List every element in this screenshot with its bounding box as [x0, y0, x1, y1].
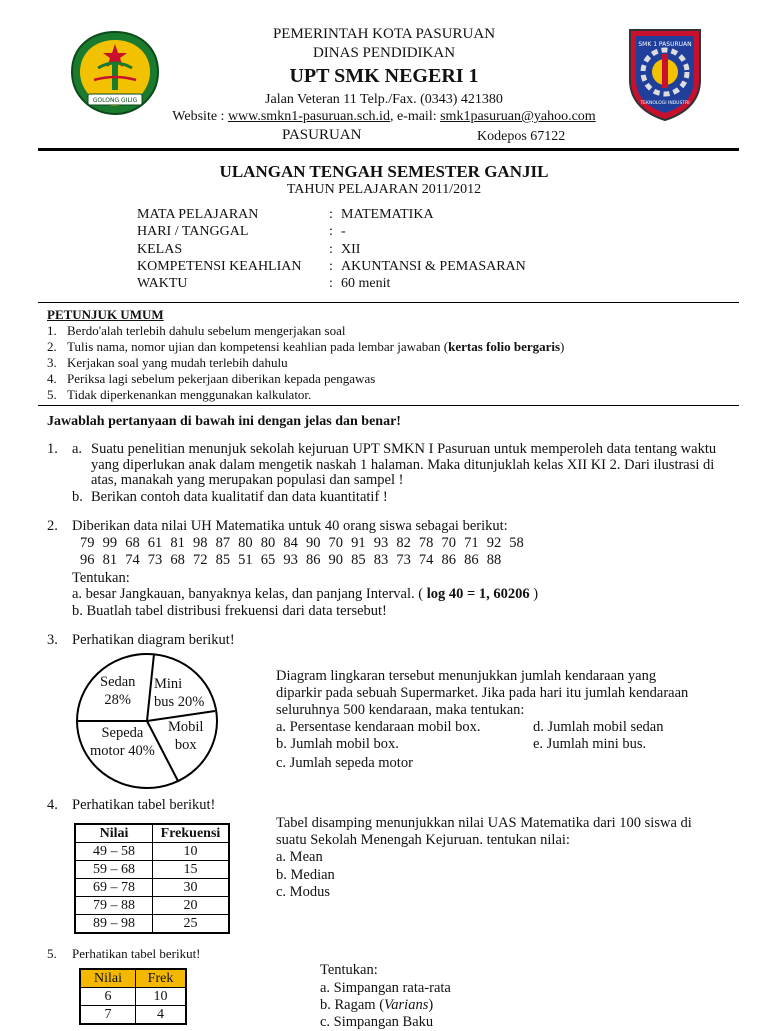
q4-desc-line1: Tabel disamping menunjukkan nilai UAS Matematika dari 100 siswa di — [276, 815, 692, 831]
info-key: WAKTU — [137, 276, 188, 291]
info-value: MATEMATIKA — [341, 207, 434, 222]
info-value: 60 menit — [341, 276, 391, 291]
q1-b-text: Berikan contoh data kualitatif dan data kuantitatif ! — [91, 489, 388, 505]
q3-desc-line2: diparkir pada sebuah Supermarket. Jika pada hari itu jumlah kendaraan — [276, 685, 689, 701]
data-value: 68 — [125, 535, 140, 551]
q5-intro: Perhatikan tabel berikut! — [72, 946, 201, 961]
info-row: MATA PELAJARAN : MATEMATIKA — [137, 207, 434, 222]
data-value: 90 — [305, 535, 321, 551]
q1-a-line1: Suatu penelitian menunjuk sekolah kejuruan UPT SMKN I Pasuruan untuk memperoleh data tentang waktu — [91, 441, 717, 457]
q1-a-line2: yang diperlukan anak dalam mengetik naskah 1 halaman. Maka ditunjuklah kelas XII KI 2. Dari ilustrasi di — [91, 457, 715, 473]
q3-option-b: b. Jumlah mobil box. — [276, 736, 399, 752]
data-value: 73 — [147, 552, 163, 568]
directive: Jawablah pertanyaan di bawah ini dengan jelas dan benar! — [47, 414, 401, 429]
q3-option-d: d. Jumlah mobil sedan — [533, 719, 664, 735]
website-link[interactable]: www.smkn1-pasuruan.sch.id — [227, 109, 390, 124]
school-contacts — [0, 109, 768, 125]
data-value: 82 — [396, 535, 411, 551]
q5-table — [79, 968, 187, 1025]
instructions-divider — [38, 405, 739, 406]
table-cell: 49 – 58 — [75, 843, 153, 861]
q2-b: b. Buatlah tabel distribusi frekuensi dari data tersebut! — [72, 603, 387, 619]
table-cell: 69 – 78 — [75, 879, 153, 897]
instruction-text: Kerjakan soal yang mudah terlebih dahulu — [67, 355, 288, 370]
table-header-frekuensi: Frekuensi — [153, 824, 230, 843]
data-value: 81 — [170, 535, 185, 551]
data-value: 86 — [441, 552, 456, 568]
info-value: XII — [341, 242, 361, 257]
instruction-num: 1. — [47, 323, 57, 338]
pie-slice-label-sepedamotor — [90, 724, 155, 760]
info-value: - — [341, 224, 346, 239]
table-row — [75, 879, 229, 897]
slice-value: 28% — [104, 692, 132, 708]
table-row — [75, 897, 229, 915]
instruction-item — [47, 323, 346, 339]
data-value: 85 — [215, 552, 231, 568]
data-value: 68 — [170, 552, 185, 568]
data-value: 61 — [147, 535, 163, 551]
header-line2: DINAS PENDIDIKAN — [312, 45, 456, 61]
table-row — [75, 861, 229, 879]
instruction-text-end: ) — [560, 339, 565, 354]
info-key: MATA PELAJARAN — [137, 207, 259, 222]
table-cell: 20 — [153, 897, 230, 915]
data-value: 71 — [464, 535, 479, 551]
data-value: 86 — [464, 552, 479, 568]
school-name: UPT SMK NEGERI 1 — [289, 65, 479, 87]
instruction-bold: kertas folio bergaris — [448, 339, 561, 354]
instruction-num: 4. — [47, 371, 57, 386]
logo-right-text-top: SMK 1 PASURUAN — [638, 41, 692, 48]
q2-intro: Diberikan data nilai UH Matematika untuk 40 orang siswa sebagai berikut: — [72, 518, 508, 534]
q5-option-b — [320, 997, 433, 1014]
data-value: 93 — [283, 552, 298, 568]
instruction-item — [47, 371, 375, 387]
info-row: WAKTU : 60 menit — [137, 276, 391, 291]
instruction-text: Tidak diperkenankan menggunakan kalkulator. — [67, 387, 312, 402]
logo-right-text-bottom: TEKNOLOGI INDUSTRI — [640, 101, 690, 106]
instruction-text: Periksa lagi sebelum pekerjaan diberikan kepada pengawas — [67, 371, 376, 386]
table-row — [75, 843, 229, 861]
data-value: 83 — [373, 552, 389, 568]
q2-a-text: a. besar Jangkauan, banyaknya kelas, dan panjang Interval. ( — [72, 586, 427, 602]
instruction-num: 5. — [47, 387, 57, 402]
table-cell: 30 — [153, 879, 230, 897]
instruction-text: Berdo'alah terlebih dahulu sebelum mengerjakan soal — [67, 323, 346, 338]
table-cell: 7 — [80, 1006, 136, 1025]
pie-slice-label-minibus — [154, 675, 204, 711]
table-header-nilai: Nilai — [80, 969, 136, 988]
school-address: Jalan Veteran 11 Telp./Fax. (0343) 421380 — [265, 92, 503, 107]
q2-a-bold: log 40 = 1, 60206 — [426, 586, 530, 602]
data-value: 99 — [102, 535, 118, 551]
q2-number: 2. — [47, 518, 58, 534]
q3-intro: Perhatikan diagram berikut! — [72, 632, 235, 648]
q1-b-label: b. — [72, 489, 83, 505]
exam-year: TAHUN PELAJARAN 2011/2012 — [286, 182, 482, 197]
info-value: AKUNTANSI & PEMASARAN — [341, 259, 526, 274]
q3-number: 3. — [47, 632, 58, 648]
table-cell: 59 – 68 — [75, 861, 153, 879]
q3-desc-line1: Diagram lingkaran tersebut menunjukkan jumlah kendaraan yang — [276, 668, 657, 684]
table-row — [80, 988, 186, 1006]
slice-label: Mini — [154, 676, 183, 692]
table-cell: 10 — [153, 843, 230, 861]
q2-tentukan: Tentukan: — [72, 570, 130, 586]
q3-option-a: a. Persentase kendaraan mobil box. — [276, 719, 481, 735]
school-postcode: Kodepos 67122 — [477, 129, 566, 144]
info-row: HARI / TANGGAL : - — [137, 224, 346, 239]
email-label: , e-mail: — [389, 109, 441, 124]
q5-option-a: a. Simpangan rata-rata — [320, 980, 451, 996]
q2-data-row — [80, 535, 532, 552]
instruction-item — [47, 355, 288, 371]
info-row: KELAS : XII — [137, 242, 361, 257]
table-header-frek: Frek — [136, 969, 187, 988]
table-header-row — [75, 824, 229, 843]
q2-a-end: ) — [529, 586, 539, 602]
data-value: 86 — [305, 552, 321, 568]
table-cell: 15 — [153, 861, 230, 879]
instruction-item — [47, 339, 564, 355]
q2-data-row — [80, 552, 509, 569]
data-value: 70 — [328, 535, 344, 551]
slice-label: Sedan — [100, 674, 136, 690]
pie-slice-label-mobilbox — [168, 718, 203, 754]
table-row — [80, 1006, 186, 1025]
pie-slice-label-sedan — [100, 673, 135, 709]
q2-a — [72, 586, 538, 603]
data-value: 88 — [486, 552, 502, 568]
data-value: 90 — [328, 552, 344, 568]
table-cell: 79 – 88 — [75, 897, 153, 915]
data-value: 79 — [80, 535, 95, 551]
instruction-text: Tulis nama, nomor ujian dan kompetensi keahlian pada lembar jawaban ( — [67, 339, 449, 354]
data-value: 98 — [192, 535, 208, 551]
slice-label: Mobil — [168, 719, 204, 735]
email-link[interactable]: smk1pasuruan@yahoo.com — [440, 109, 596, 124]
info-key: HARI / TANGGAL — [137, 224, 249, 239]
info-key: KELAS — [137, 242, 183, 257]
q5-tentukan: Tentukan: — [320, 962, 378, 978]
data-value: 72 — [192, 552, 208, 568]
slice-value: box — [174, 737, 197, 753]
table-cell: 89 – 98 — [75, 915, 153, 934]
q5-option-b-italic: Varians — [384, 997, 429, 1013]
data-value: 78 — [418, 535, 434, 551]
exam-title: ULANGAN TENGAH SEMESTER GANJIL — [219, 162, 549, 181]
info-row: KOMPETENSI KEAHLIAN : AKUNTANSI & PEMASARAN — [137, 259, 526, 274]
q5-option-b-text: b. Ragam ( — [320, 997, 385, 1013]
q1-number: 1. — [47, 441, 58, 457]
table-cell: 4 — [136, 1006, 187, 1025]
pie-chart — [74, 652, 220, 790]
data-value: 80 — [238, 535, 253, 551]
q4-number: 4. — [47, 797, 58, 813]
data-value: 58 — [509, 535, 524, 551]
data-value: 87 — [215, 535, 231, 551]
data-value: 74 — [125, 552, 140, 568]
q3-option-e: e. Jumlah mini bus. — [533, 736, 647, 752]
info-divider — [38, 302, 739, 303]
table-header-nilai: Nilai — [75, 824, 153, 843]
table-row — [75, 915, 229, 934]
data-value: 51 — [238, 552, 253, 568]
header-divider — [38, 148, 739, 151]
table-cell: 25 — [153, 915, 230, 934]
q5-number: 5. — [47, 946, 57, 961]
q1-a-label: a. — [72, 441, 83, 457]
q5-option-b-end: ) — [428, 997, 434, 1013]
instruction-num: 3. — [47, 355, 57, 370]
instruction-num: 2. — [47, 339, 57, 354]
data-value: 96 — [80, 552, 95, 568]
data-value: 74 — [418, 552, 434, 568]
info-key: KOMPETENSI KEAHLIAN — [137, 259, 302, 274]
data-value: 70 — [441, 535, 456, 551]
data-value: 65 — [260, 552, 276, 568]
q1-a-line3: atas, manakah yang merupakan populasi dan sampel ! — [91, 472, 404, 488]
data-value: 73 — [396, 552, 411, 568]
q4-desc-line2: suatu Sekolah Menengah Kejuruan. tentukan nilai: — [276, 832, 570, 848]
instruction-item — [47, 387, 311, 403]
q3-desc-line3: seluruhnya 500 kendaraan, maka tentukan: — [276, 702, 525, 718]
data-value: 92 — [486, 535, 502, 551]
q4-intro: Perhatikan tabel berikut! — [72, 797, 216, 813]
table-cell: 6 — [80, 988, 136, 1006]
instructions-heading: PETUNJUK UMUM — [47, 307, 164, 322]
data-value: 81 — [102, 552, 118, 568]
q4-option-b: b. Median — [276, 867, 335, 883]
header-line1: PEMERINTAH KOTA PASURUAN — [272, 26, 496, 42]
q5-option-c: c. Simpangan Baku — [320, 1014, 434, 1030]
data-value: 91 — [351, 535, 366, 551]
logo-left-text: GOLONG GILIG — [92, 97, 138, 104]
data-value: 84 — [283, 535, 298, 551]
q3-option-c: c. Jumlah sepeda motor — [276, 755, 413, 771]
slice-value: motor 40% — [90, 743, 155, 759]
table-cell: 10 — [136, 988, 187, 1006]
table-header-row — [80, 969, 186, 988]
school-city: PASURUAN — [282, 127, 362, 143]
q4-frequency-table — [74, 823, 230, 934]
data-value: 85 — [351, 552, 366, 568]
slice-value: bus 20% — [154, 694, 205, 710]
q4-option-a: a. Mean — [276, 849, 323, 865]
website-label: Website : — [172, 109, 228, 124]
data-value: 80 — [260, 535, 276, 551]
slice-label: Sepeda — [101, 725, 144, 741]
data-value: 93 — [373, 535, 389, 551]
q4-option-c: c. Modus — [276, 884, 330, 900]
